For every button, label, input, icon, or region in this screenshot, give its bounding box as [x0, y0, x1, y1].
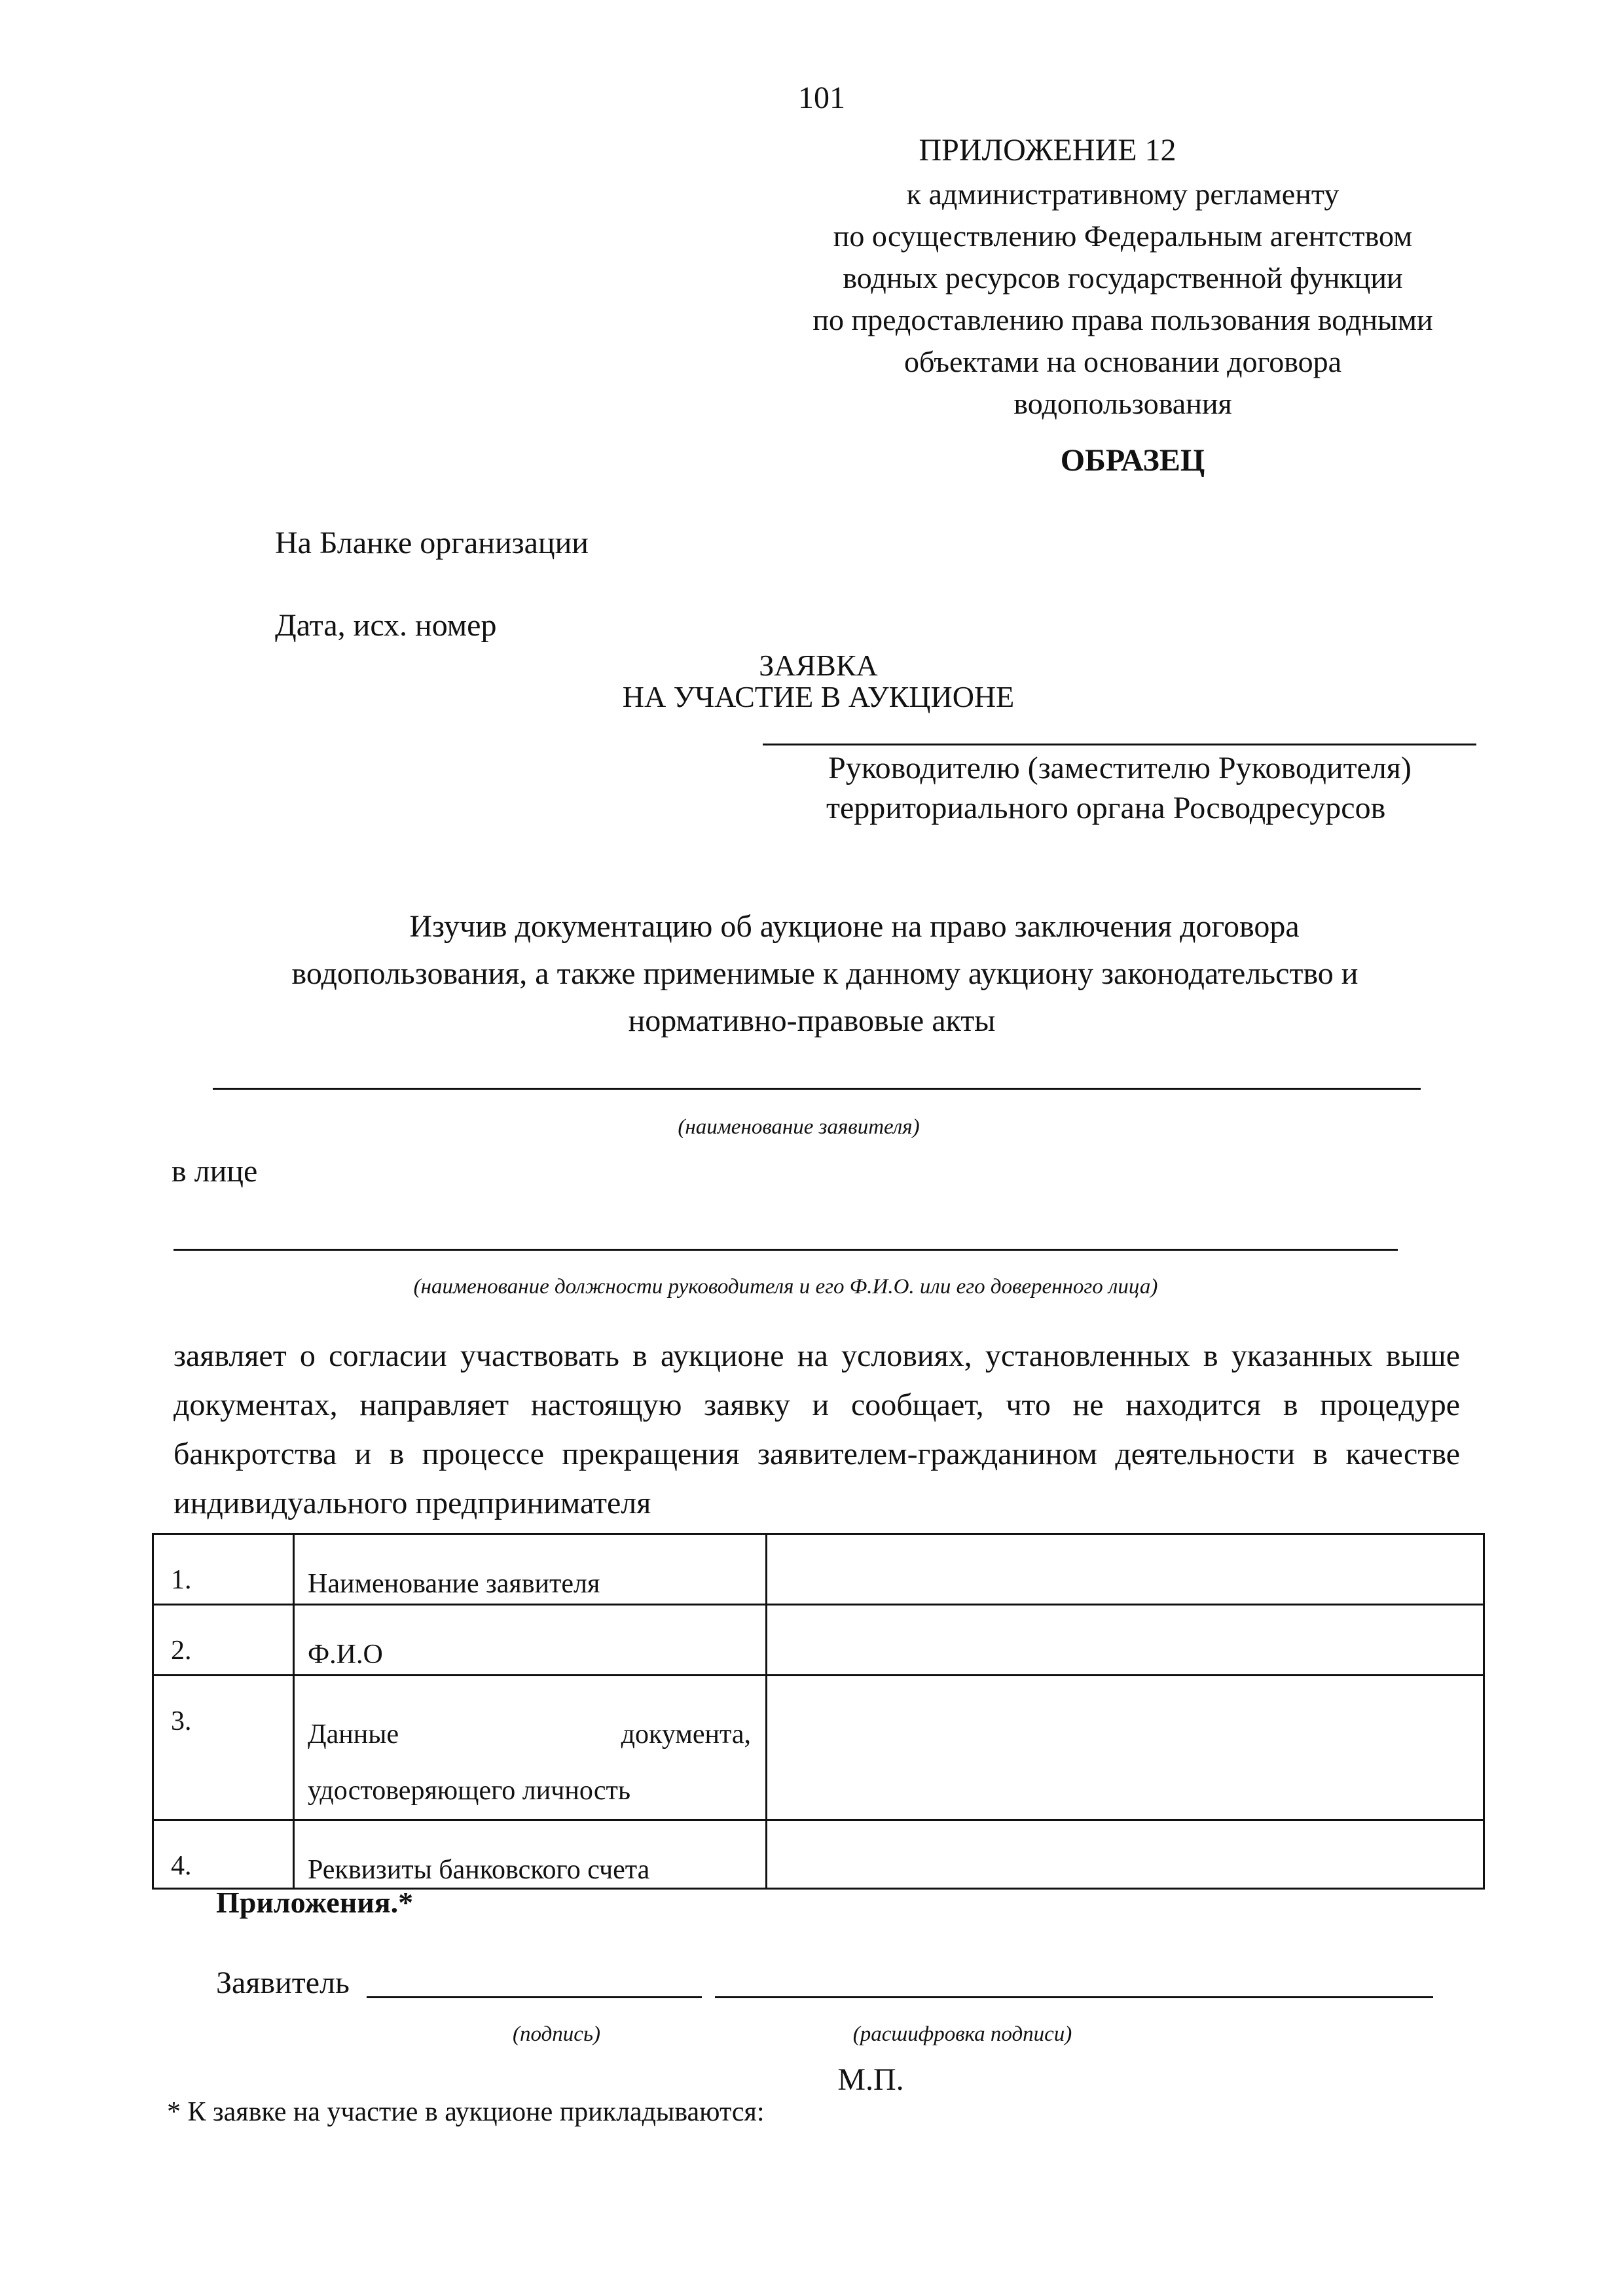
representative-line: [173, 1249, 1398, 1251]
row-label-word: Данные: [308, 1719, 399, 1749]
decoding-caption: (расшифровка подписи): [852, 2022, 1072, 2046]
applicant-signature-label: Заявитель: [216, 1965, 350, 2000]
row-label: Ф.И.О: [294, 1605, 767, 1676]
row-value-cell[interactable]: [767, 1605, 1484, 1676]
appendix-line: к административному регламенту: [906, 177, 1340, 211]
row-number: 1.: [153, 1534, 294, 1605]
signature-caption: (подпись): [513, 2022, 600, 2046]
addressee-line: [763, 744, 1476, 745]
table-row: [153, 1820, 1484, 1889]
applicant-caption: (наименование заявителя): [678, 1115, 920, 1139]
footnote: * К заявке на участие в аукционе прикладываются:: [167, 2097, 765, 2127]
row-number: 2.: [153, 1605, 294, 1676]
addressee-line1: Руководителю (заместителю Руководителя): [828, 751, 1412, 785]
row-value-cell[interactable]: [767, 1676, 1484, 1820]
letterhead-note: На Бланке организации: [275, 526, 589, 560]
statement-paragraph: заявляет о согласии участвовать в аукционе на условиях, установленных в указанных выше документах, направляет настоящую заявку и сообщает, что не находится в процедуре банкротства и в процессе прекращения заявителем-гражданином деятельности в качестве индивидуального предпринимателя: [173, 1338, 1460, 1520]
document-heading: ЗАЯВКА: [759, 649, 878, 682]
document-subheading: НА УЧАСТИЕ В АУКЦИОНЕ: [622, 680, 1015, 713]
row-label-first-line: [308, 1706, 751, 1763]
appendix-line: по осуществлению Федеральным агентством: [833, 219, 1413, 253]
signature-line[interactable]: [367, 1996, 702, 1998]
intro-line: водопользования, а также применимые к данному аукциону законодательство и: [291, 956, 1359, 991]
row-label-word: документа,: [621, 1719, 751, 1749]
appendix-line: водопользования: [1013, 387, 1232, 420]
row-label: Реквизиты банковского счета: [294, 1820, 767, 1889]
row-label: Наименование заявителя: [294, 1534, 767, 1605]
table-row: [153, 1534, 1484, 1605]
date-number-note: Дата, исх. номер: [275, 608, 497, 643]
row-value-cell[interactable]: [767, 1820, 1484, 1889]
intro-line: Изучив документацию об аукционе на право заключения договора: [409, 909, 1300, 944]
row-value-cell[interactable]: [767, 1534, 1484, 1605]
row-number: 3.: [153, 1676, 294, 1820]
in-person-label: в лице: [172, 1154, 258, 1189]
attachments-label: Приложения.*: [216, 1886, 414, 1919]
appendix-line: водных ресурсов государственной функции: [843, 261, 1403, 295]
row-number: 4.: [153, 1820, 294, 1889]
appendix-title: ПРИЛОЖЕНИЕ 12: [919, 133, 1176, 168]
page-number: 101: [798, 81, 845, 115]
seal-label: М.П.: [837, 2062, 904, 2097]
intro-line: нормативно-правовые акты: [628, 1003, 996, 1038]
row-label: [294, 1676, 767, 1820]
representative-caption: (наименование должности руководителя и его Ф.И.О. или его доверенного лица): [413, 1275, 1158, 1299]
table-row: [153, 1676, 1484, 1820]
addressee-line2: территориального органа Росводресурсов: [826, 791, 1386, 825]
appendix-line: объектами на основании договора: [903, 345, 1342, 378]
table-row: [153, 1605, 1484, 1676]
signature-decoding-line[interactable]: [715, 1996, 1433, 1998]
appendix-line: по предоставлению права пользования водными: [812, 303, 1433, 336]
row-label-second-line: удостоверяющего личность: [308, 1776, 631, 1806]
sample-label: ОБРАЗЕЦ: [1060, 443, 1205, 478]
applicant-name-line: [213, 1088, 1421, 1090]
applicant-data-table: [152, 1533, 1485, 1890]
